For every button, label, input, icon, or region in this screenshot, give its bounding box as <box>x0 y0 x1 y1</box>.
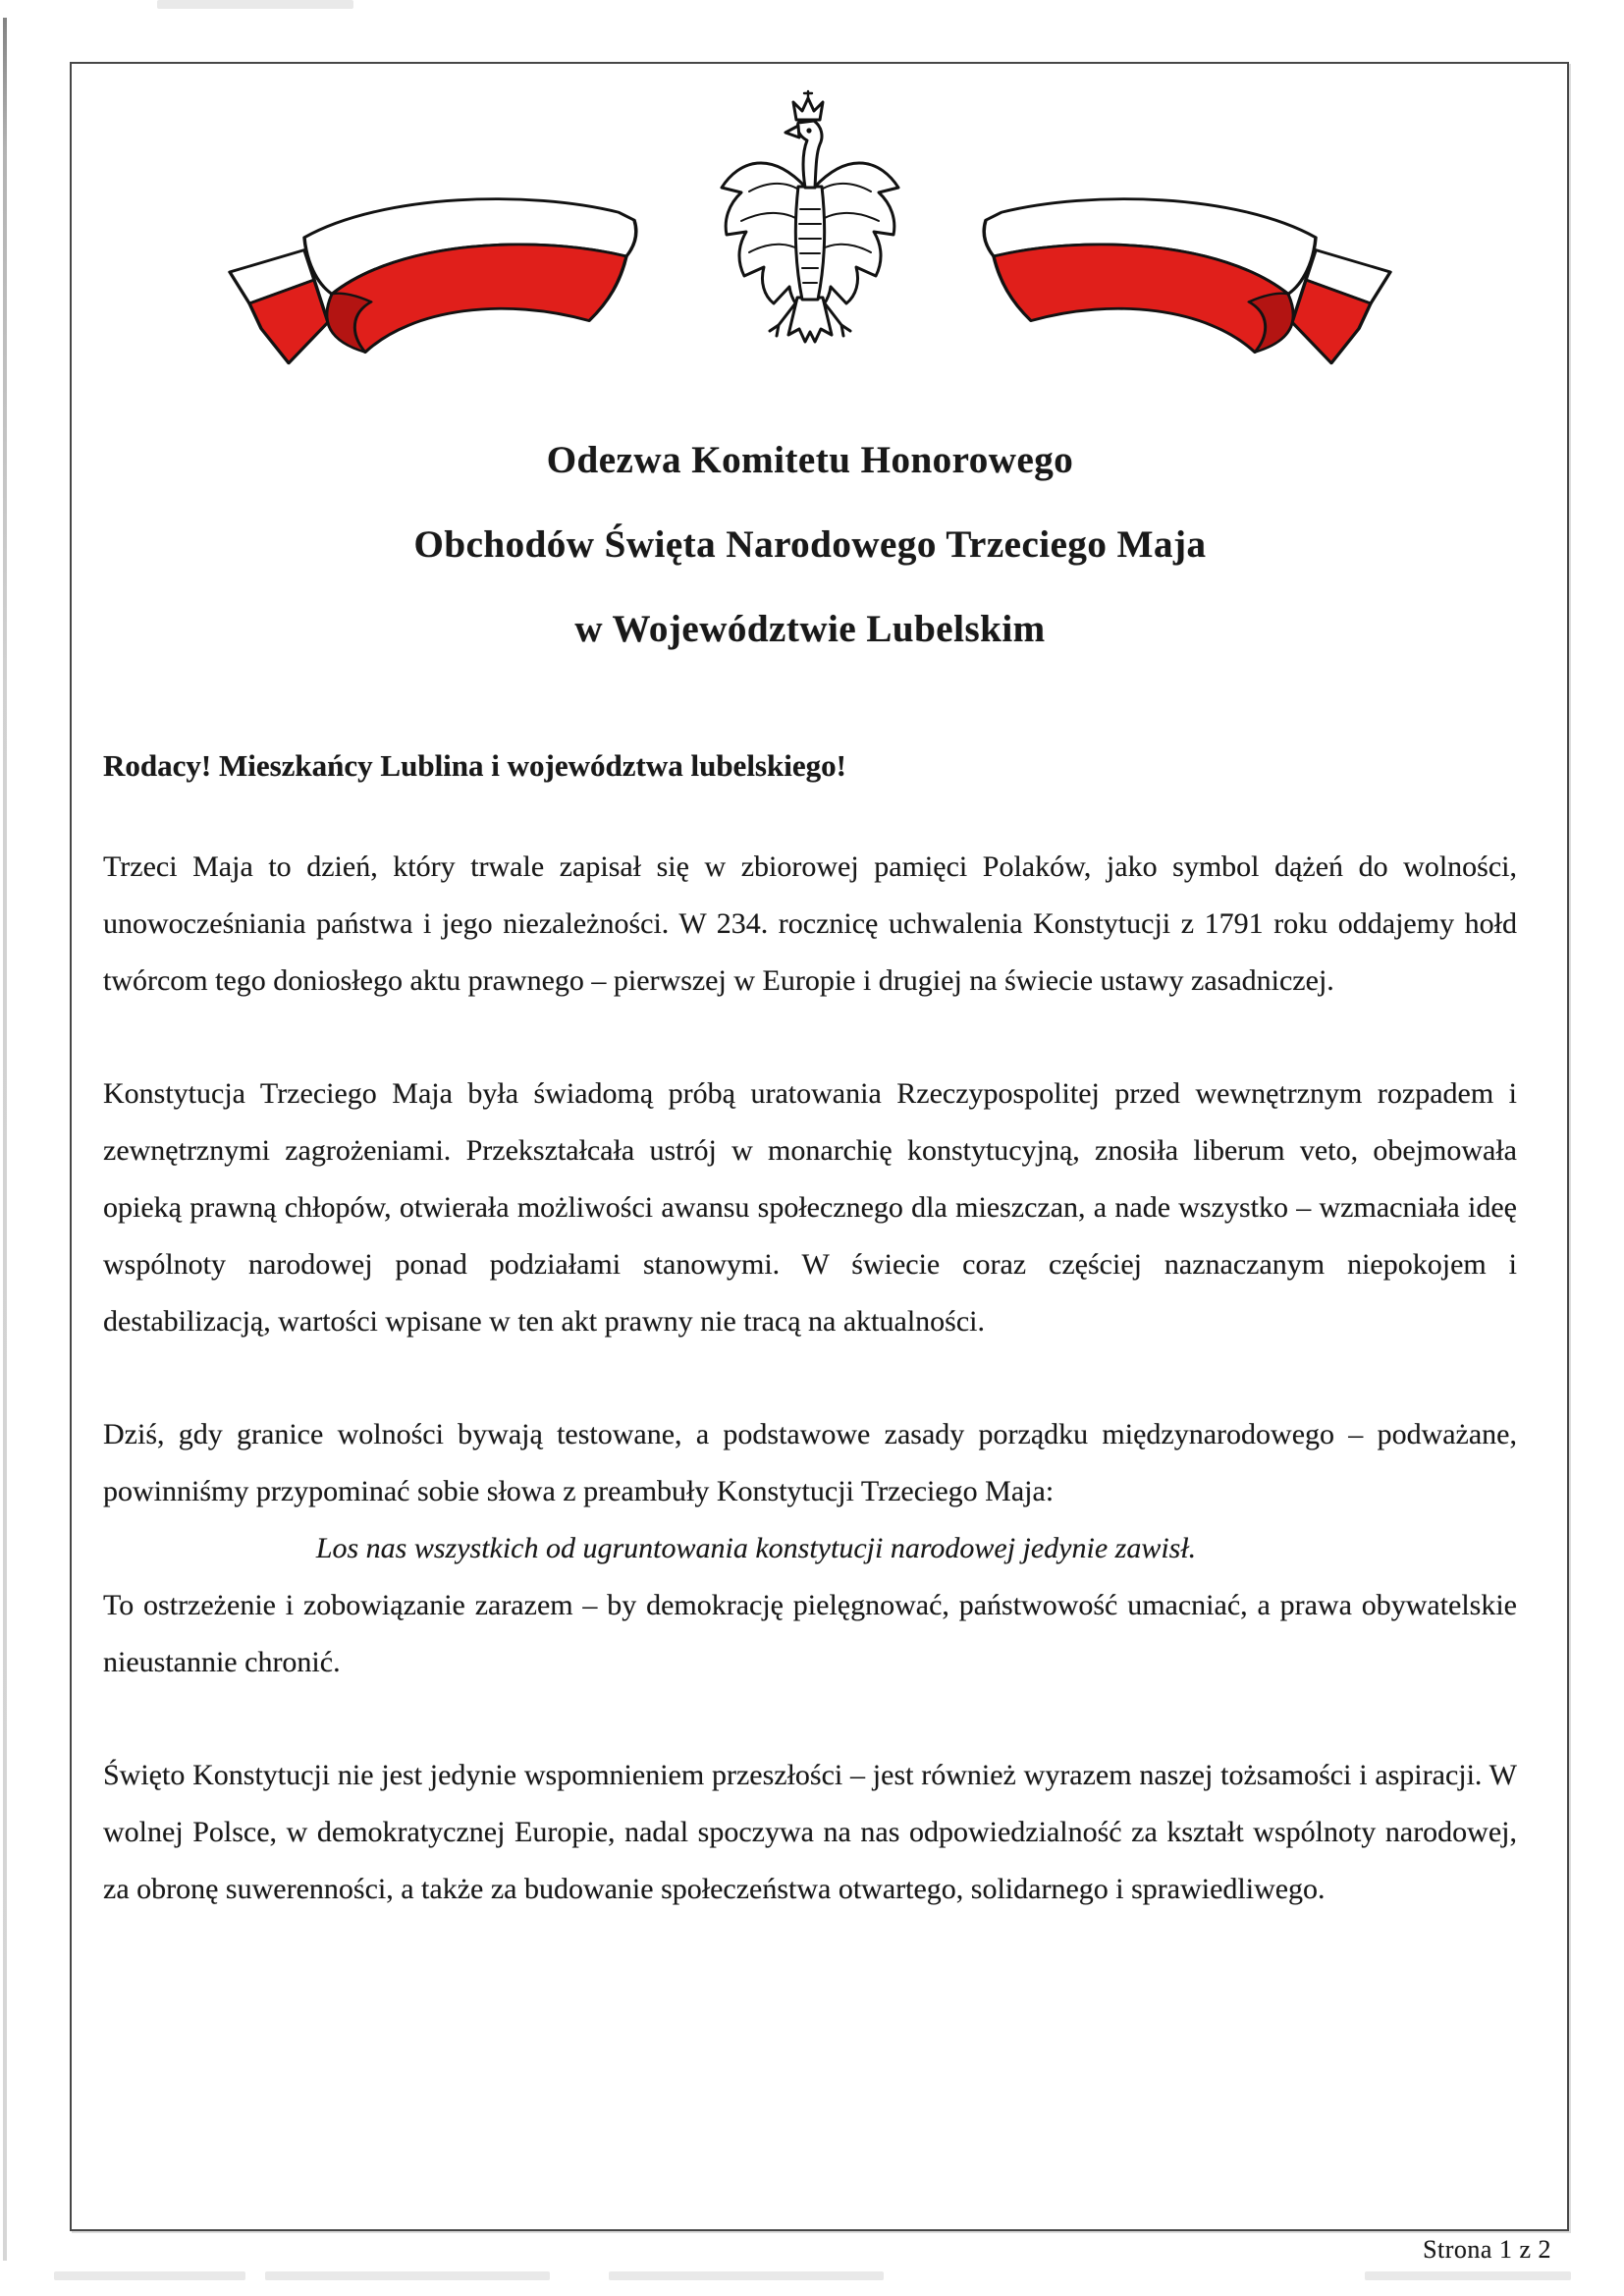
paragraph-3-outro: To ostrzeżenie i zobowiązanie zarazem – by demokrację pielęgnować, państwowość umacniać, a prawa obywatelskie nieustannie chronić. <box>103 1589 1517 1678</box>
page-content <box>103 0 1517 1974</box>
title-line-3: w Województwie Lubelskim <box>574 608 1046 650</box>
polish-eagle-icon <box>722 91 898 342</box>
page-number: Strona 1 z 2 <box>1423 2235 1551 2264</box>
header-emblem <box>206 88 1414 373</box>
document-body <box>103 839 1517 1918</box>
document-title <box>103 418 1517 672</box>
flag-ribbon-right-icon <box>984 199 1390 363</box>
scan-artifact-left-edge <box>3 18 7 2261</box>
paragraph-3-intro: Dziś, gdy granice wolności bywają testowane, a podstawowe zasady porządku międzynarodowego – podważane, powinniśmy przypominać sobie słowa z preambuły Konstytucji Trzeciego Maja: <box>103 1418 1517 1507</box>
scan-artifact-bottom <box>609 2271 884 2280</box>
scan-artifact-bottom <box>1365 2271 1571 2280</box>
salutation: Rodacy! Mieszkańcy Lublina i województwa lubelskiego! <box>103 748 846 783</box>
paragraph-4: Święto Konstytucji nie jest jedynie wspomnieniem przeszłości – jest również wyrazem naszej tożsamości i aspiracji. W wolnej Polsce, w demokratycznej Europie, nadal spoczywa na nas odpowiedzialność za kształt wspólnoty narodowej, za obronę suwerenności, a także za budowanie społeczeństwa otwartego, solidarnego i sprawiedliwego. <box>103 1759 1517 1905</box>
paragraph-1: Trzeci Maja to dzień, który trwale zapisał się w zbiorowej pamięci Polaków, jako symbol dążeń do wolności, unowocześniania państwa i jego niezależności. W 234. rocznicę uchwalenia Konstytucji z 1791 roku oddajemy hołd twórcom tego doniosłego aktu prawnego – pierwszej w Europie i drugiej na świecie ustawy zasadniczej. <box>103 850 1517 997</box>
title-line-2: Obchodów Święta Narodowego Trzeciego Maja <box>413 523 1207 566</box>
scan-artifact-bottom <box>54 2271 245 2280</box>
scan-artifact-bottom <box>265 2271 550 2280</box>
paragraph-2: Konstytucja Trzeciego Maja była świadomą próbą uratowania Rzeczypospolitej przed wewnętrznym rozpadem i zewnętrznymi zagrożeniami. Przekształcała ustrój w monarchię konstytucyjną, znosiła liberum veto, obejmowała opieką prawną chłopów, otwierała możliwości awansu społecznego dla mieszczan, a nade wszystko – wzmacniała ideę wspólnoty narodowej ponad podziałami stanowymi. W świecie coraz częściej naznaczanym niepokojem i destabilizacją, wartości wpisane w ten akt prawny nie tracą na aktualności. <box>103 1077 1517 1338</box>
title-line-1: Odezwa Komitetu Honorowego <box>546 439 1074 481</box>
constitution-quote: Los nas wszystkich od ugruntowania konstytucji narodowej jedynie zawisł. <box>315 1532 1197 1564</box>
flag-ribbon-left-icon <box>230 199 636 363</box>
